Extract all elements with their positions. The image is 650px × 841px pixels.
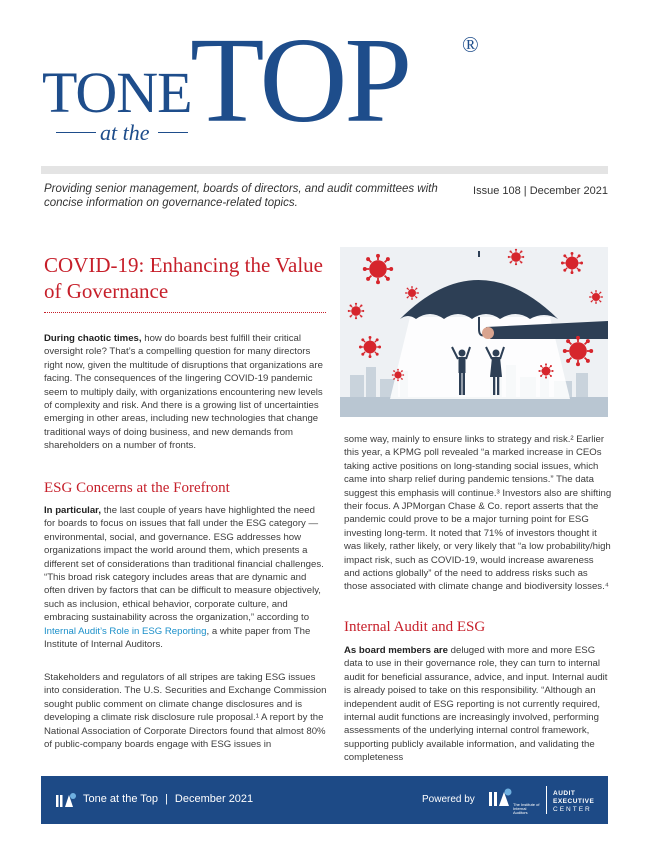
footer-separator: | [165,793,168,805]
masthead-logo [40,13,500,148]
audit-executive-center-logo [553,790,608,814]
section-heading-esg: ESG Concerns at the Forefront [44,480,230,496]
issue-number: Issue 108 | December 2021 [473,185,608,197]
intro-body: how do boards best fulfill their critical oversight role? That’s a compelling question for many directors right now, given the multitude of disruptions that organizations are facing. The consequences of the lingering COVID-19 pandemic seem to multiply daily, with organizations encountering new levels of complexity and risk. And there is a growing list of uncertainties emerging in other areas, including new technologies that change traditional ways of doing business, and new demands from shareholders on a number of fronts. [44,333,323,452]
section-heading-internal-audit: Internal Audit and ESG [344,619,486,635]
iia-logo-icon [487,786,513,814]
footer-title: Tone at the Top [83,793,159,805]
intro-paragraph [44,332,328,453]
footer-bar [41,776,608,824]
umbrella-illustration [340,247,608,417]
esg-paragraph-2-continued: some way, mainly to ensure links to strategy and risk.² Earlier this year, a KPMG poll revealed “a marked increase in CEOs taking active positions on long-standing social issues, which came into sharp relief during pandemic tensions.” The data suggest this emphasis will continue.³ Investors also are shifting their focus. A JPMorgan Chase & Co. report asserts that the pandemic could prove to be a major turning point for ESG investing long-term. It noted that 71% of investors thought it was likely, rather likely, or very likely that “a low probability/high impact risk, such as COVID-19, would increase awareness and actions globally” of the need to address risks such as those associated with climate change and biodiversity losses.⁴ [344,434,612,593]
esg-p1-tail: , a white paper from The Institute of Internal Auditors. [44,625,311,651]
iia-globe-icon [55,792,77,808]
masthead-top: TOP [190,13,410,148]
header-divider-bar [41,166,608,174]
masthead-rule-right [158,132,188,133]
footer-date: December 2021 [174,793,254,805]
masthead-rule-left [56,132,96,133]
ia-p1-lead: As board members are [344,645,448,656]
esg-p1-body: the last couple of years have highlighted the need for boards to focus on issues that fall under the ESG category — environmental, social, and governance. ESG addresses how organizations impact the world around them, which presents a different set of considerations than traditional financial challenges. “This broad risk category includes areas that are dynamic and often driven by factors that can be difficult to measure objectively, such as inclusion, ethical behavior, corporate culture, and embracing sustainability across the organization,” according to [44,505,324,624]
internal-audit-paragraph [344,644,612,765]
ia-p1-body: deluged with more and more ESG data to use in their governance role, they can turn to internal audit for beneficial assurance, advice, and input. Internal audit is already poised to take on this responsibility. “Although an independent audit of ESG reporting is not currently required, internal audit functions are increasingly involved, performing assessments of the underlying internal control framework, supporting publicly available information, and validating the completeness [344,645,608,764]
masthead-at-the: at the [100,120,150,145]
masthead-tone: TONE [42,60,192,125]
aec-line-2: CENTER [553,806,592,813]
esg-p1-lead: In particular, [44,505,102,516]
footer-publication [83,793,253,805]
registered-mark: ® [462,32,479,57]
footer-logo-divider [546,786,547,814]
esg-report-link[interactable]: Internal Audit’s Role in ESG Reporting [44,625,207,637]
aec-line-1: AUDIT EXECUTIVE [553,790,595,805]
esg-paragraph-2: Stakeholders and regulators of all stripes are taking ESG issues into consideration. The U.S. Securities and Exchange Commission sought public comment on climate change disclosures and is developing a climate risk disclosure rule proposal.¹ A report by the National Association of Corporate Directors found that almost 80% of public-company boards engage with ESG issues in [44,672,327,751]
umbrella-virus-icon [340,247,608,417]
tagline: Providing senior management, boards of directors, and audit committees with concise information on governance-related topics. [44,183,438,209]
iia-name-small: The Institute of Internal Auditors [513,802,540,815]
article-title: COVID-19: Enhancing the Value of Governance [44,253,323,303]
powered-by-label: Powered by [422,794,475,805]
title-dotted-rule [44,312,326,313]
esg-paragraph-1 [44,504,328,651]
intro-lead: During chaotic times, [44,333,142,344]
